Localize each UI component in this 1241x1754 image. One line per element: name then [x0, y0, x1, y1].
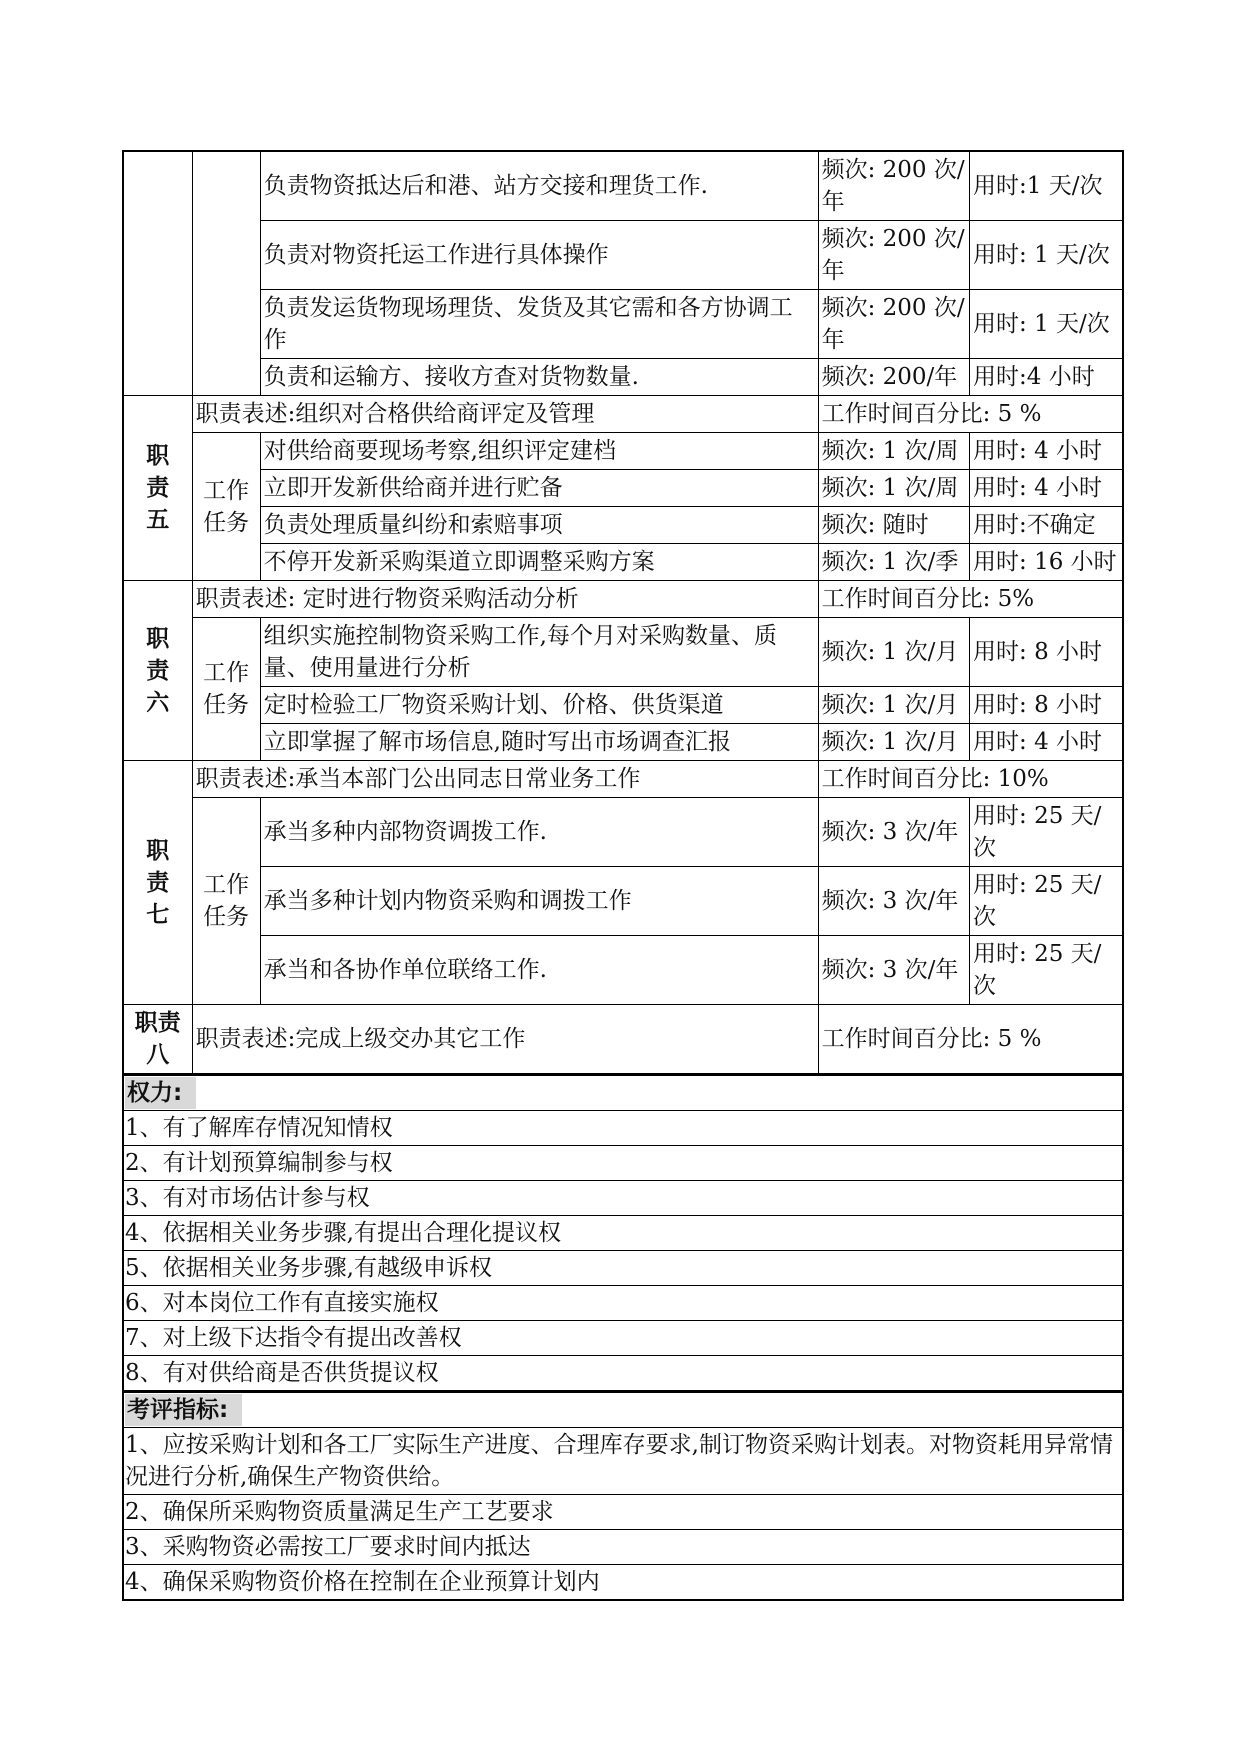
task-frequency: 频次: 1 次/周 — [818, 470, 969, 507]
task-time: 用时: 1 天/次 — [970, 221, 1123, 290]
task-label-line: 任务 — [203, 904, 250, 930]
duty-statement: 职责表述:组织对合格供给商评定及管理 — [192, 396, 818, 433]
task-time: 用时: 8 小时 — [970, 618, 1123, 687]
table-row — [123, 798, 1123, 867]
task-frequency: 频次: 随时 — [818, 507, 969, 544]
duty-label-char: 五 — [146, 507, 170, 533]
duty-time-percent: 工作时间百分比: 10% — [818, 761, 1123, 798]
power-item: 5、依据相关业务步骤,有越级申诉权 — [123, 1251, 1123, 1286]
kpi-item: 3、采购物资必需按工厂要求时间内抵达 — [123, 1530, 1123, 1565]
duty-label-char: 责 — [146, 869, 170, 896]
duty-label-cell — [123, 151, 192, 396]
task-label-line: 任务 — [203, 509, 250, 536]
list-item — [123, 1216, 1123, 1251]
task-label-line: 工作 — [203, 872, 250, 898]
task-label — [192, 433, 260, 581]
task-time: 用时:4 小时 — [970, 359, 1123, 396]
duty-label-char: 八 — [146, 1042, 170, 1068]
duty-statement: 职责表述:承当本部门公出同志日常业务工作 — [192, 761, 818, 798]
powers-heading — [123, 1075, 1123, 1111]
duty-label-char: 六 — [146, 689, 170, 716]
task-text: 负责发运货物现场理货、发货及其它需和各方协调工作 — [260, 290, 818, 359]
task-text: 立即开发新供给商并进行贮备 — [260, 470, 818, 507]
table-row — [123, 687, 1123, 724]
duty-time-percent: 工作时间百分比: 5 % — [818, 1005, 1123, 1075]
list-item — [123, 1111, 1123, 1146]
task-label — [192, 618, 260, 761]
list-item — [123, 1428, 1123, 1495]
task-label-line: 工作 — [203, 477, 250, 504]
task-time: 用时: 25 天/次 — [970, 798, 1123, 867]
kpi-table — [122, 1391, 1124, 1601]
task-frequency: 频次: 1 次/周 — [818, 433, 969, 470]
task-time: 用时: 4 小时 — [970, 470, 1123, 507]
list-item — [123, 1181, 1123, 1216]
kpi-heading — [123, 1392, 1123, 1428]
task-text: 负责物资抵达后和港、站方交接和理货工作. — [260, 151, 818, 221]
task-label-line: 任务 — [203, 692, 250, 718]
task-text: 组织实施控制物资采购工作,每个月对采购数量、质量、使用量进行分析 — [260, 618, 818, 687]
task-time: 用时: 4 小时 — [970, 433, 1123, 470]
table-row — [123, 544, 1123, 581]
powers-table — [122, 1074, 1124, 1392]
task-label-cell — [192, 151, 260, 396]
kpi-item: 1、应按采购计划和各工厂实际生产进度、合理库存要求,制订物资采购计划表。对物资耗用异常情况进行分析,确保生产物资供给。 — [123, 1428, 1123, 1495]
task-text: 承当多种计划内物资采购和调拨工作 — [260, 867, 818, 936]
duty-label-char: 职 — [146, 443, 170, 469]
duty-statement: 职责表述:完成上级交办其它工作 — [192, 1005, 818, 1075]
duty-label-char: 职责 — [134, 1010, 181, 1036]
duty-label-char: 职 — [146, 837, 170, 864]
task-time: 用时: 4 小时 — [970, 724, 1123, 761]
task-text: 对供给商要现场考察,组织评定建档 — [260, 433, 818, 470]
task-frequency: 频次: 1 次/月 — [818, 724, 969, 761]
duty-six-label — [123, 581, 192, 761]
table-row — [123, 433, 1123, 470]
task-text: 负责处理质量纠纷和索赔事项 — [260, 507, 818, 544]
task-time: 用时:1 天/次 — [970, 151, 1123, 221]
table-row — [123, 507, 1123, 544]
table-row — [123, 359, 1123, 396]
table-row — [123, 290, 1123, 359]
duty-label-char: 职 — [146, 625, 170, 652]
task-label — [192, 798, 260, 1005]
duty-time-percent: 工作时间百分比: 5 % — [818, 396, 1123, 433]
task-time: 用时: 25 天/次 — [970, 867, 1123, 936]
task-frequency: 频次: 1 次/季 — [818, 544, 969, 581]
task-label-line: 工作 — [203, 660, 250, 686]
duty-statement: 职责表述: 定时进行物资采购活动分析 — [192, 581, 818, 618]
task-text: 立即掌握了解市场信息,随时写出市场调查汇报 — [260, 724, 818, 761]
task-frequency: 频次: 3 次/年 — [818, 936, 969, 1005]
task-text: 承当多种内部物资调拨工作. — [260, 798, 818, 867]
list-item — [123, 1565, 1123, 1601]
table-row — [123, 761, 1123, 798]
table-row — [123, 618, 1123, 687]
table-row — [123, 581, 1123, 618]
table-row — [123, 1392, 1123, 1428]
task-frequency: 频次: 200/年 — [818, 359, 969, 396]
duty-label-char: 责 — [146, 657, 170, 684]
task-frequency: 频次: 200 次/年 — [818, 290, 969, 359]
power-item: 2、有计划预算编制参与权 — [123, 1146, 1123, 1181]
task-frequency: 频次: 3 次/年 — [818, 867, 969, 936]
table-row — [123, 396, 1123, 433]
list-item — [123, 1146, 1123, 1181]
task-time: 用时:不确定 — [970, 507, 1123, 544]
list-item — [123, 1286, 1123, 1321]
task-frequency: 频次: 1 次/月 — [818, 618, 969, 687]
powers-heading-text: 权力: — [125, 1077, 196, 1109]
power-item: 1、有了解库存情况知情权 — [123, 1111, 1123, 1146]
duty-time-percent: 工作时间百分比: 5% — [818, 581, 1123, 618]
power-item: 4、依据相关业务步骤,有提出合理化提议权 — [123, 1216, 1123, 1251]
duty-eight-label — [123, 1005, 192, 1075]
table-row — [123, 867, 1123, 936]
task-frequency: 频次: 200 次/年 — [818, 151, 969, 221]
power-item: 8、有对供给商是否供货提议权 — [123, 1356, 1123, 1392]
power-item: 7、对上级下达指令有提出改善权 — [123, 1321, 1123, 1356]
task-text: 负责对物资托运工作进行具体操作 — [260, 221, 818, 290]
task-time: 用时: 1 天/次 — [970, 290, 1123, 359]
task-text: 不停开发新采购渠道立即调整采购方案 — [260, 544, 818, 581]
table-row — [123, 724, 1123, 761]
duty-five-label — [123, 396, 192, 581]
table-row — [123, 936, 1123, 1005]
job-description-sheet — [122, 150, 1124, 1601]
task-text: 负责和运输方、接收方查对货物数量. — [260, 359, 818, 396]
kpi-item: 4、确保采购物资价格在控制在企业预算计划内 — [123, 1565, 1123, 1601]
kpi-item: 2、确保所采购物资质量满足生产工艺要求 — [123, 1495, 1123, 1530]
duty-label-char: 七 — [146, 901, 170, 928]
task-time: 用时: 25 天/次 — [970, 936, 1123, 1005]
table-row — [123, 1005, 1123, 1075]
power-item: 3、有对市场估计参与权 — [123, 1181, 1123, 1216]
duties-table — [122, 150, 1124, 1075]
task-frequency: 频次: 1 次/月 — [818, 687, 969, 724]
list-item — [123, 1530, 1123, 1565]
duty-label-char: 责 — [146, 475, 170, 501]
duty-seven-label — [123, 761, 192, 1005]
list-item — [123, 1251, 1123, 1286]
task-frequency: 频次: 3 次/年 — [818, 798, 969, 867]
task-time: 用时: 8 小时 — [970, 687, 1123, 724]
task-text: 定时检验工厂物资采购计划、价格、供货渠道 — [260, 687, 818, 724]
table-row — [123, 221, 1123, 290]
power-item: 6、对本岗位工作有直接实施权 — [123, 1286, 1123, 1321]
kpi-heading-text: 考评指标: — [125, 1394, 242, 1426]
table-row — [123, 470, 1123, 507]
list-item — [123, 1356, 1123, 1392]
table-row — [123, 1075, 1123, 1111]
list-item — [123, 1321, 1123, 1356]
task-time: 用时: 16 小时 — [970, 544, 1123, 581]
table-row — [123, 151, 1123, 221]
task-text: 承当和各协作单位联络工作. — [260, 936, 818, 1005]
list-item — [123, 1495, 1123, 1530]
task-frequency: 频次: 200 次/年 — [818, 221, 969, 290]
